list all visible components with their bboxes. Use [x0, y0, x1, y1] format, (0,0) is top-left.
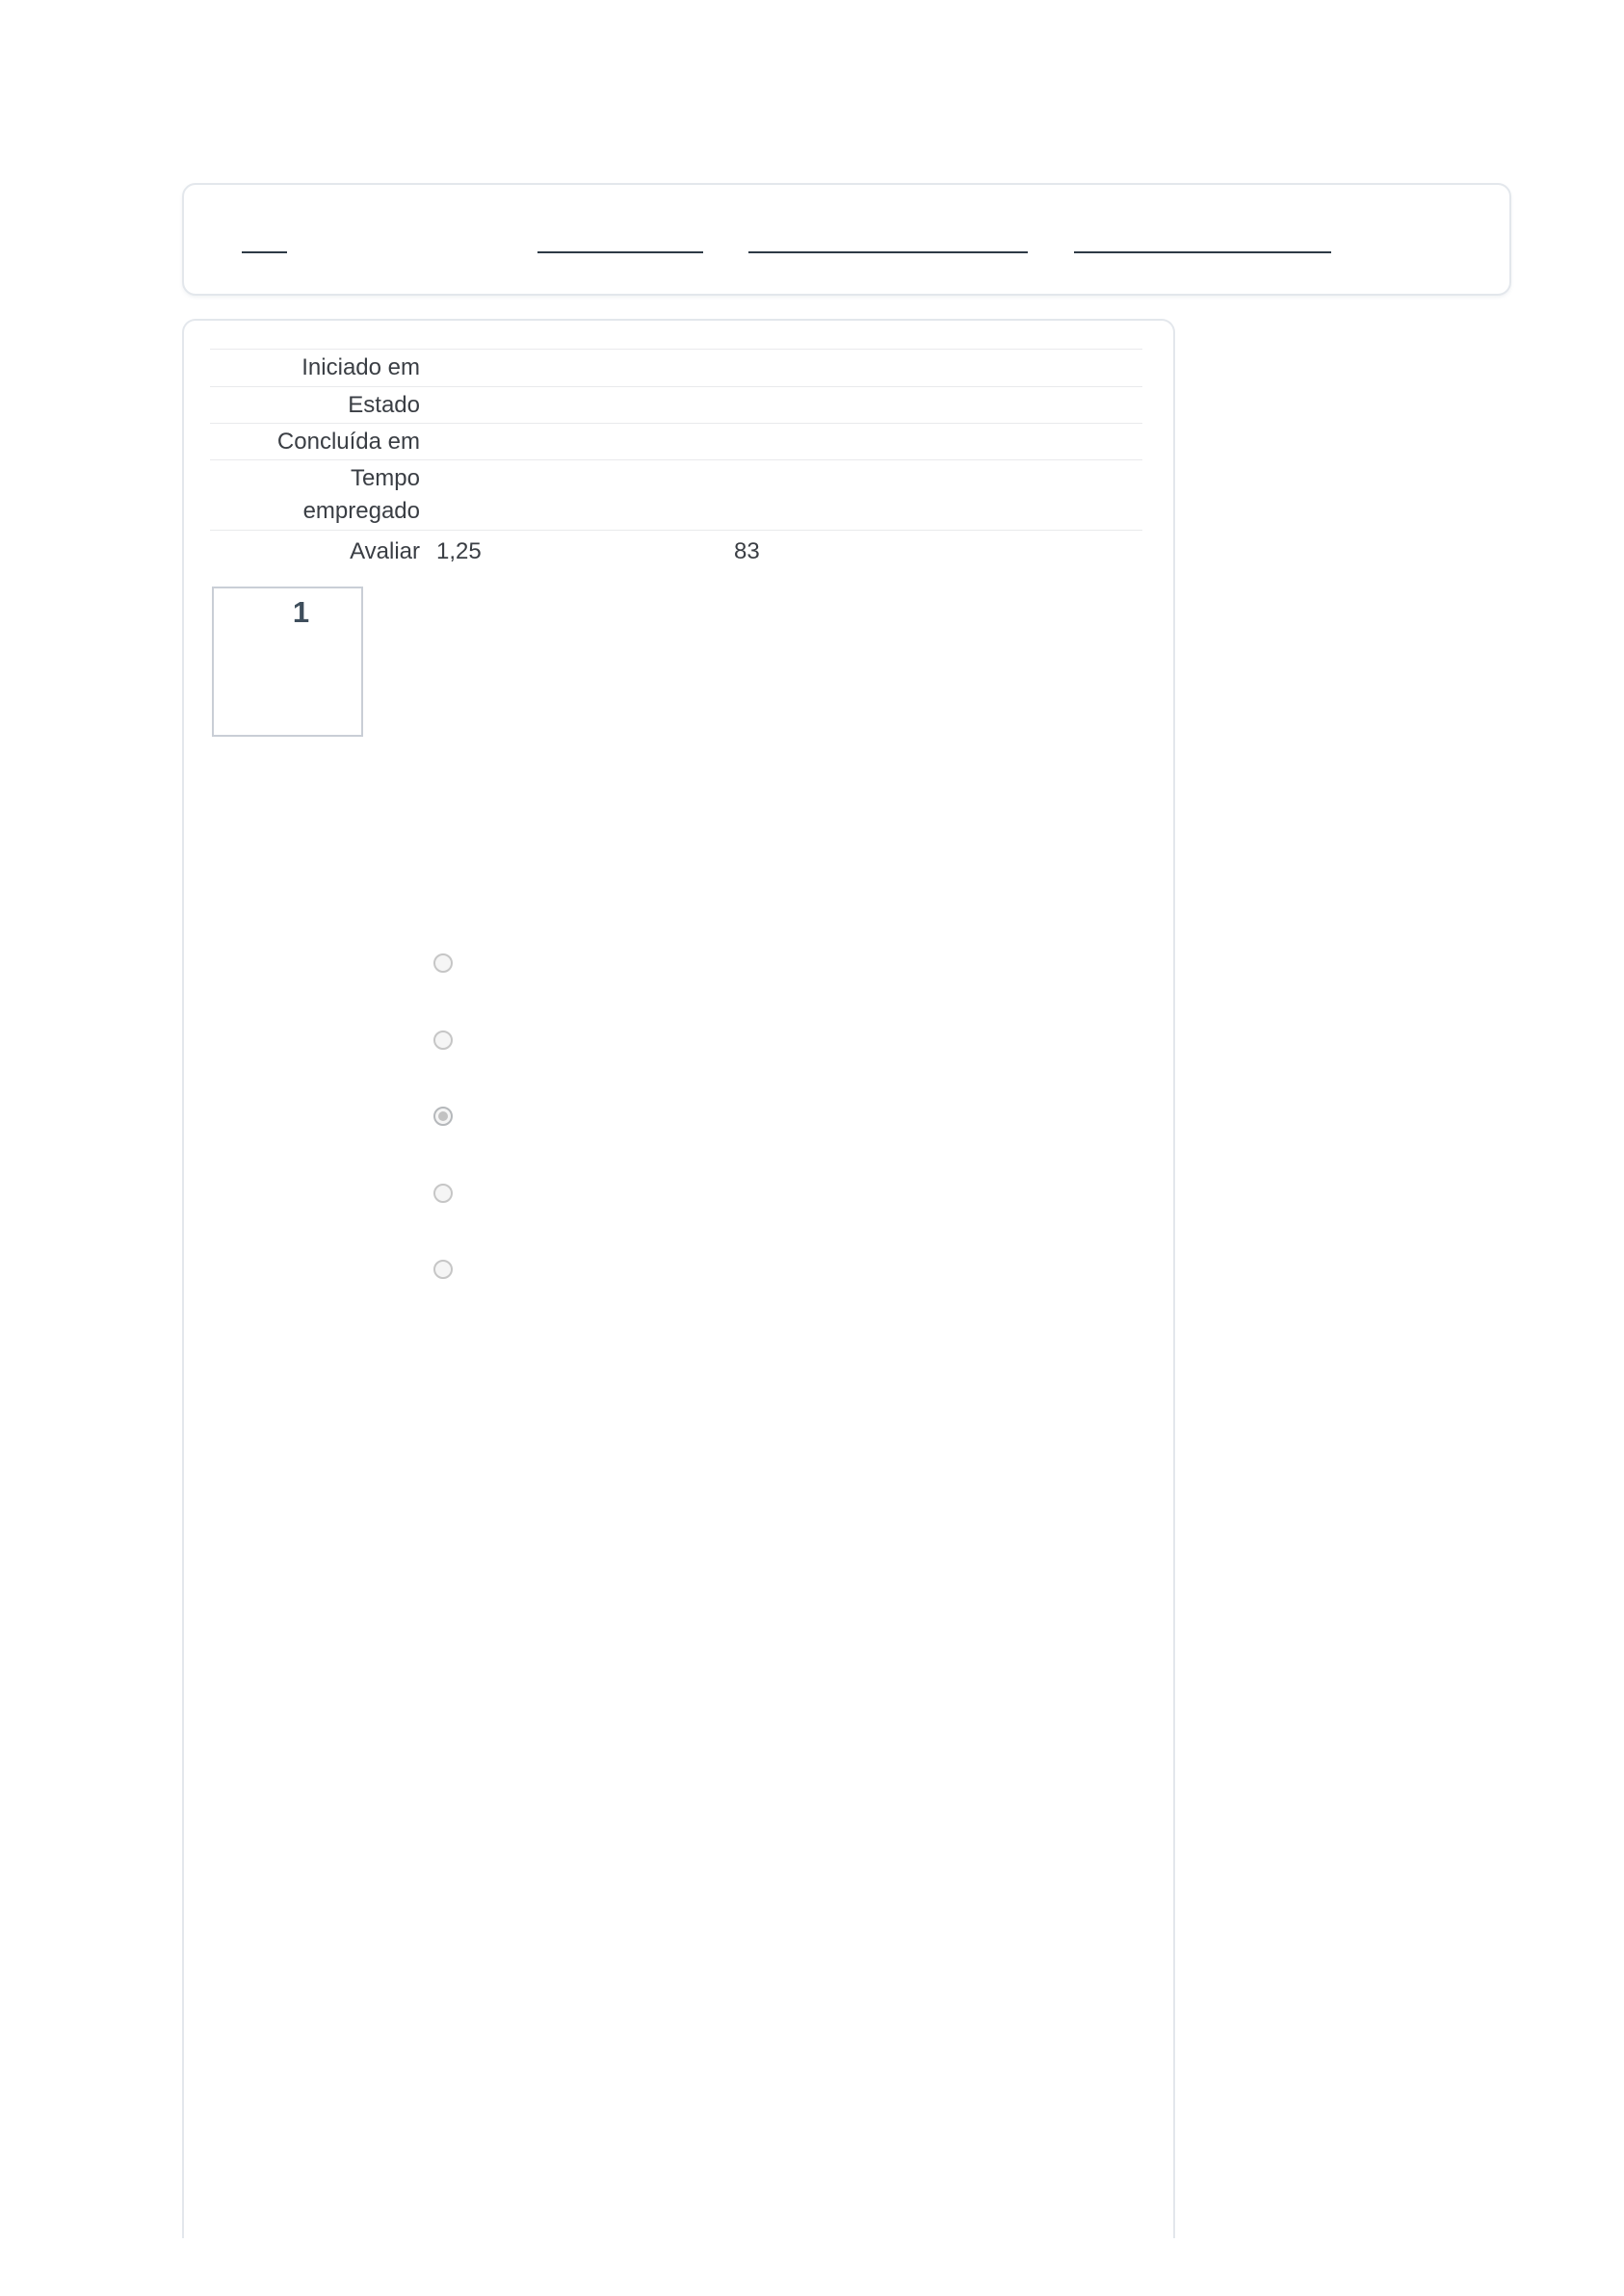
summary-row-grade: [210, 530, 1142, 572]
summary-label: Concluída em: [276, 428, 420, 455]
summary-label: Estado: [348, 391, 420, 418]
nav-link-underline-3[interactable]: [748, 251, 1028, 253]
attempt-summary-table: [210, 349, 1142, 572]
question-info-box: [212, 587, 363, 737]
summary-label: Avaliar: [350, 537, 420, 564]
answer-option-radio-4[interactable]: [433, 1184, 453, 1203]
summary-value: [436, 538, 1142, 565]
summary-row-time-taken: [210, 459, 1142, 530]
nav-link-underline-2[interactable]: [537, 251, 703, 253]
summary-label: Tempo empregado: [302, 465, 420, 524]
nav-link-underline-1[interactable]: [242, 251, 287, 253]
summary-row-started: [210, 349, 1142, 386]
grade-percent-value: 83: [734, 537, 760, 564]
quiz-review-card: [182, 319, 1175, 2238]
answer-option-radio-5[interactable]: [433, 1260, 453, 1279]
answer-option-radio-1[interactable]: [433, 953, 453, 973]
nav-link-underline-4[interactable]: [1074, 251, 1331, 253]
quiz-navigation-card: [182, 183, 1511, 296]
summary-row-state: [210, 386, 1142, 423]
summary-row-completed: [210, 423, 1142, 459]
answer-option-radio-2[interactable]: [433, 1031, 453, 1050]
summary-label: Iniciado em: [301, 354, 420, 380]
answer-option-radio-3[interactable]: [433, 1107, 453, 1126]
grade-value: 1,25: [436, 537, 482, 564]
question-number: 1: [292, 595, 310, 629]
